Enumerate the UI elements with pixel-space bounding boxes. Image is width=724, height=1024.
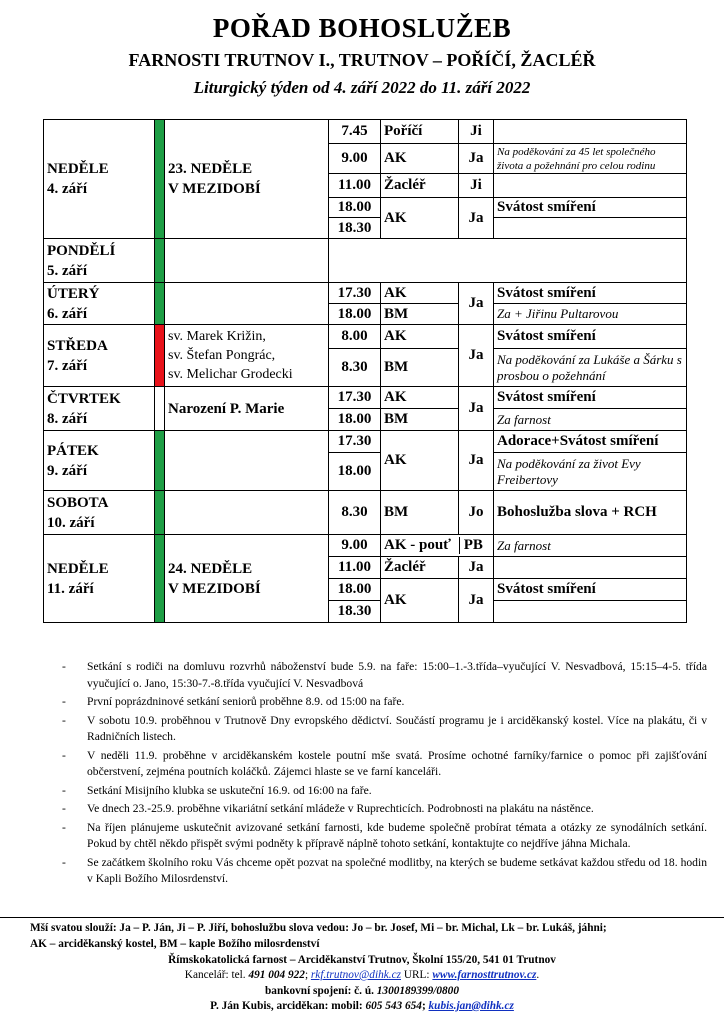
day-name: ÚTERÝ [47,285,100,302]
mass-intention: Svátost smíření [494,198,687,218]
saint-name: sv. Marek Križin, [168,329,266,344]
mass-place: BM [381,491,459,535]
day-date: 4. září [47,181,87,197]
announcements-list [62,659,707,890]
announcement-item: - Na říjen plánujeme uskutečnit avizované setkání farnosti, kde budeme společně probírat témata a otázky ze synodálních setkání. Pokud by chtěl někdo přispět svými podněty k přípravě náplně tohoto setkání, kontaktujte co nejdříve jáhna Michala. [62,820,707,853]
schedule-table [43,119,687,623]
feast-cell [165,535,329,623]
office-label: Kancelář: tel. [184,969,246,981]
liturgical-week: Liturgický týden od 4. září 2022 do 11. září 2022 [193,78,531,97]
mass-intention [494,557,687,579]
table-row [44,120,687,144]
saint-name: sv. Melichar Grodecki [168,367,293,382]
table-row [44,387,687,409]
mass-intention: Adorace+Svátost smíření [494,431,687,453]
footer-legend-2: AK – arciděkanský kostel, BM – kaple Božího milosrdenství [30,938,320,950]
announcement-item: - Se začátkem školního roku Vás chceme opět pozvat na společné modlitby, na kterých se budeme setkávat každou středu od 18. hodin v Kapli Božího Milosrdenství. [62,855,707,888]
liturgical-color-bar [155,239,165,283]
mass-time: 9.00 [329,535,381,557]
footer-bank [0,985,724,997]
feast-cell [165,491,329,535]
feast-cell: Narození P. Marie [165,387,329,431]
mass-priest: Ja [459,325,494,387]
mass-place: AK [381,198,459,239]
mass-priest: Ja [459,198,494,239]
day-name: ČTVRTEK [47,390,121,407]
mass-intention: Na poděkování za život Evy Freibertovy [494,453,687,491]
footer-office: Kancelář: tel. 491 004 922; rkf.trutnov@dihk.cz URL: www.farnosttrutnov.cz. [184,969,540,981]
bank-label: bankovní spojení: č. ú. [265,985,374,997]
announcement-item: - Setkání Misijního klubka se uskuteční 16.9. od 16:00 na faře. [62,783,707,800]
day-cell-wed [44,325,155,387]
mass-intention: Za + Jiřinu Pultarovou [494,304,687,325]
day-name: SOBOTA [47,494,109,511]
mass-place: AK [381,387,459,409]
mass-intention: Za farnost [494,535,687,557]
priest-email-link[interactable]: kubis.jan@dihk.cz [428,1000,514,1012]
announcement-item: - Setkání s rodiči na domluvu rozvrhů náboženství bude 5.9. na faře: 15:00–1.-3.třída–vyučující V. Nesvadbová, 15:15–4-5. třída vyučující o. Jano, 15:30-7.-8.třída vyučující V. Nesvadbová [62,659,707,692]
feast-line: 23. NEDĚLE [168,161,253,177]
mass-time: 18.00 [329,304,381,325]
mass-time: 7.45 [329,120,381,144]
liturgical-color-bar [155,387,165,431]
saint-name: sv. Štefan Pongrác, [168,348,276,363]
feast-line: 24. NEDĚLE [168,560,253,577]
feast-line: V MEZIDOBÍ [168,181,261,197]
mass-place-pilgrimage [381,535,494,557]
day-date: 11. září [47,580,94,597]
day-date: 9. září [47,462,87,479]
mass-place: Žacléř [381,174,459,198]
mass-intention-empty [494,218,687,239]
day-cell-sun2 [44,535,155,623]
day-cell-thu [44,387,155,431]
day-cell-tue [44,283,155,325]
day-name: PÁTEK [47,442,99,459]
mass-priest: Ja [459,283,494,325]
feast-line: V MEZIDOBÍ [168,580,261,597]
day-cell-sun1 [44,120,155,239]
mass-place: AK - pouť [384,537,451,553]
day-date: 6. září [47,305,87,322]
mass-intention-empty [494,601,687,623]
table-row [44,325,687,349]
page-title: POŘAD BOHOSLUŽEB [212,13,512,43]
mass-intention: Svátost smíření [494,283,687,304]
announcement-item: - V neděli 11.9. proběhne v arciděkanském kostele poutní mše svatá. Prosíme ochotné farníky/farnice o pomoc při zajišťování občerstvení, zejména poutních koláčků. Zájemci hlaste se ve farní kanceláři. [62,748,707,781]
mass-intention: Na poděkování za 45 let společného života a požehnání pro celou rodinu [494,144,687,174]
mass-place: AK [381,144,459,174]
priest-mobile: 605 543 654 [365,1000,422,1012]
mass-place: Poříčí [381,120,459,144]
mass-time: 18.00 [329,453,381,491]
table-row [44,431,687,453]
mass-priest: Ji [459,120,494,144]
mass-time: 17.30 [329,387,381,409]
mass-place: Žacléř [381,557,459,579]
mass-intention: Svátost smíření [494,325,687,349]
bank-account: 1300189399/0800 [376,985,459,997]
mass-time: 11.00 [329,557,381,579]
footer-priest-contact: P. Ján Kubis, arciděkan: mobil: 605 543 654; kubis.jan@dihk.cz [210,1000,514,1012]
footer-legend-1: Mší svatou slouží: Ja – P. Ján, Ji – P. Jiří, bohoslužbu slova vedou: Jo – br. Josef, Mi – br. Michal, Lk – br. Lukáš, jáhni; [30,922,607,934]
mass-place: AK [381,283,459,304]
liturgical-color-bar [155,431,165,491]
mass-time: 18.00 [329,409,381,431]
liturgical-color-bar [155,491,165,535]
day-cell-mon [44,239,155,283]
office-email-link[interactable]: rkf.trutnov@dihk.cz [310,969,401,981]
mass-priest: Ja [459,431,494,491]
announcement-item: - V sobotu 10.9. proběhnou v Trutnově Dny evropského dědictví. Součástí programu je i arciděkanský kostel. Více na plakátu, či v Radničních listech. [62,713,707,746]
table-row [44,283,687,304]
footer-organization: Římskokatolická farnost – Arciděkanství Trutnov, Školní 155/20, 541 01 Trutnov [168,954,556,966]
mass-place: AK [381,325,459,349]
day-name: NEDĚLE [47,161,109,177]
mass-intention [494,174,687,198]
mass-intention: Za farnost [494,409,687,431]
announcement-item: - Ve dnech 23.-25.9. proběhne vikariátní setkání mládeže v Ruprechticích. Podrobnosti na plakátu na nástěnce. [62,801,707,818]
priest-label: P. Ján Kubis, arciděkan: mobil: [210,1000,363,1012]
liturgical-color-bar [155,283,165,325]
mass-place: BM [381,304,459,325]
feast-cell [165,325,329,387]
mass-intention: Bohoslužba slova + RCH [494,491,687,535]
table-row [44,491,687,535]
mass-priest: Ja [459,387,494,431]
feast-cell [165,239,329,283]
mass-time: 18.00 [329,579,381,601]
feast-cell [165,431,329,491]
office-phone: 491 004 922 [248,969,305,981]
table-row [44,535,687,557]
mass-place: BM [381,409,459,431]
liturgical-color-bar [155,325,165,387]
mass-priest: Ja [459,144,494,174]
mass-priest: Ja [459,557,494,579]
mass-intention: Svátost smíření [494,387,687,409]
feast-cell [165,120,329,239]
table-row [44,239,687,283]
url-label: URL: [403,969,430,981]
mass-intention [494,120,687,144]
day-cell-fri [44,431,155,491]
mass-time: 18.30 [329,218,381,239]
mass-time: 17.30 [329,431,381,453]
day-cell-sat [44,491,155,535]
mass-time: 18.30 [329,601,381,623]
day-date: 8. září [47,410,87,427]
website-link[interactable]: www.farnosttrutnov.cz [432,969,537,981]
liturgical-color-bar [155,535,165,623]
day-name: NEDĚLE [47,560,109,577]
mass-intention: Na poděkování za Lukáše a Šárku s prosbou o požehnání [494,349,687,387]
mass-time: 18.00 [329,198,381,218]
mass-intention: Svátost smíření [494,579,687,601]
mass-place: AK [381,579,459,623]
mass-time: 17.30 [329,283,381,304]
day-date: 5. září [47,262,87,279]
mass-time: 8.30 [329,491,381,535]
mass-priest: Ji [459,174,494,198]
mass-time: 8.00 [329,325,381,349]
mass-priest: PB [459,537,483,554]
mass-place: AK [381,431,459,491]
day-date: 10. září [47,514,95,531]
announcement-item: - První poprázdninové setkání seniorů proběhne 8.9. od 15:00 na faře. [62,694,707,711]
day-date: 7. září [47,357,87,374]
no-mass-cell [329,239,687,283]
mass-time: 8.30 [329,349,381,387]
mass-time: 11.00 [329,174,381,198]
day-name: PONDĚLÍ [47,242,116,259]
mass-priest: Jo [459,491,494,535]
mass-place: BM [381,349,459,387]
footer-divider [0,917,724,918]
feast-cell [165,283,329,325]
mass-priest: Ja [459,579,494,623]
parishes-subtitle: FARNOSTI TRUTNOV I., TRUTNOV – POŘÍČÍ, ŽACLÉŘ [128,50,596,70]
liturgical-color-bar [155,120,165,239]
day-name: STŘEDA [47,337,108,354]
mass-time: 9.00 [329,144,381,174]
